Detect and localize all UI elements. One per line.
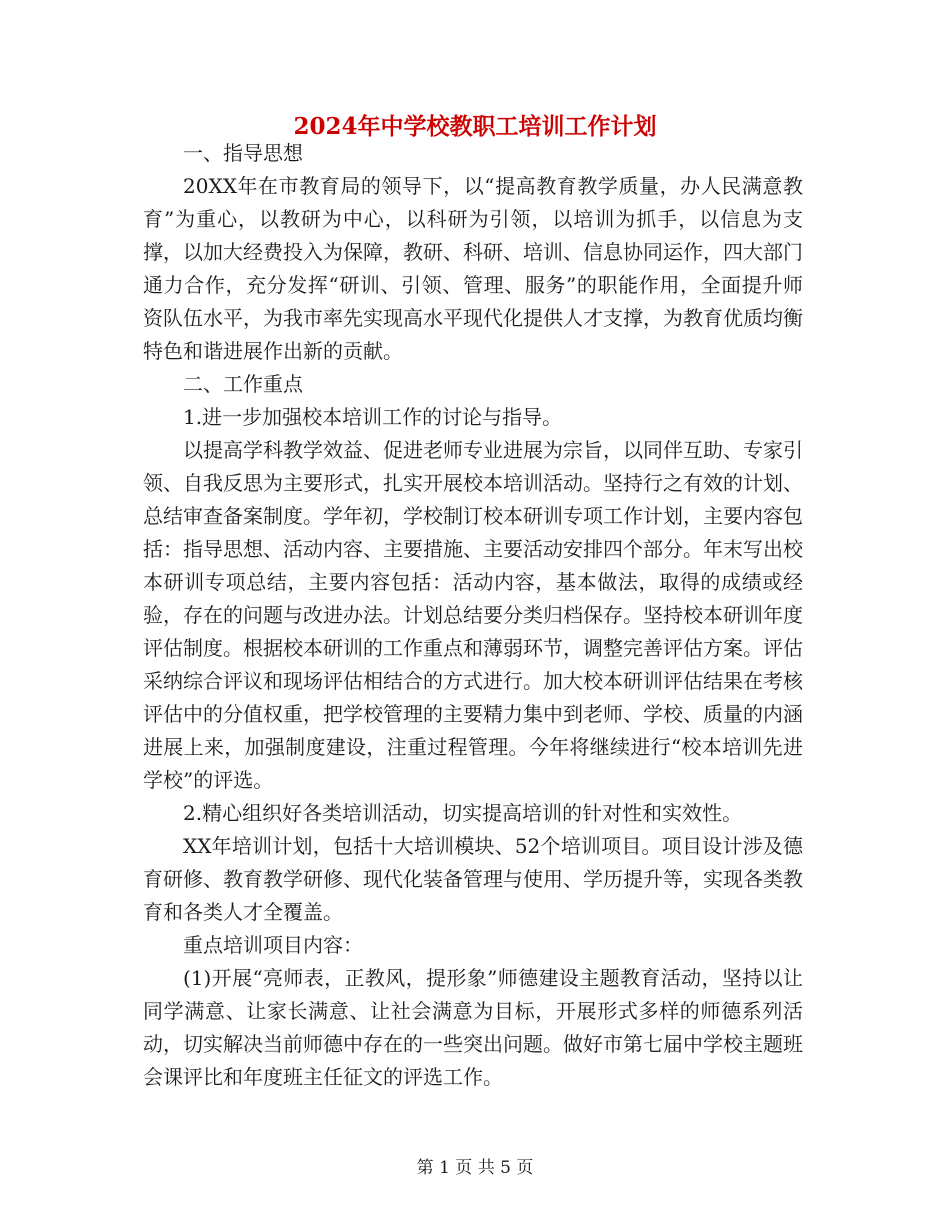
paragraph-training-plan: XX年培训计划，包括十大培训模块、52个培训项目。项目设计涉及德育研修、教育教学研修、现代化装备管理与使用、学历提升等，实现各类教育和各类人才全覆盖。 xyxy=(143,834,803,924)
document-body xyxy=(143,137,803,1094)
paragraph-project-1: (1)开展“亮师表，正教风，提形象”师德建设主题教育活动，坚持以让同学满意、让家长满意、让社会满意为目标，开展形式多样的师德系列活动，切实解决当前师德中存在的一些突出问题。做好市第七届中学校主题班会课评比和年度班主任征文的评选工作。 xyxy=(143,966,803,1089)
section-heading-guiding-ideology: 一、指导思想 xyxy=(183,141,303,165)
subheading-training-activities: 2.精心组织好各类培训活动，切实提高培训的针对性和实效性。 xyxy=(183,801,743,825)
section-heading-work-focus: 二、工作重点 xyxy=(183,372,303,396)
document-title: 2024年中学校教职工培训工作计划 xyxy=(293,113,657,140)
paragraph-guiding-ideology: 20XX年在市教育局的领导下，以“提高教育教学质量，办人民满意教育”为重心，以教研为中心，以科研为引领，以培训为抓手，以信息为支撑，以加大经费投入为保障，教研、科研、培训、信息协同运作，四大部门通力合作，充分发挥“研训、引领、管理、服务”的职能作用，全面提升师资队伍水平，为我市率先实现高水平现代化提供人才支撑，为教育优质均衡特色和谐进展作出新的贡献。 xyxy=(143,174,803,363)
subheading-school-training: 1.进一步加强校本培训工作的讨论与指导。 xyxy=(183,405,563,429)
page-footer: 第 1 页 共 5 页 xyxy=(416,1158,534,1178)
paragraph-school-training: 以提高学科教学效益、促进老师专业进展为宗旨，以同伴互助、专家引领、自我反思为主要形式，扎实开展校本培训活动。坚持行之有效的计划、总结审查备案制度。学年初，学校制订校本研训专项工作计划，主要内容包括：指导思想、活动内容、主要措施、主要活动安排四个部分。年末写出校本研训专项总结，主要内容包括：活动内容，基本做法，取得的成绩或经验，存在的问题与改进办法。计划总结要分类归档保存。坚持校本研训年度评估制度。根据校本研训的工作重点和薄弱环节，调整完善评估方案。评估采纳综合评议和现场评估相结合的方式进行。加大校本研训评估结果在考核评估中的分值权重，把学校管理的主要精力集中到老师、学校、质量的内涵进展上来，加强制度建设，注重过程管理。今年将继续进行“校本培训先进学校”的评选。 xyxy=(143,438,803,792)
subheading-key-projects: 重点培训项目内容： xyxy=(183,933,363,957)
